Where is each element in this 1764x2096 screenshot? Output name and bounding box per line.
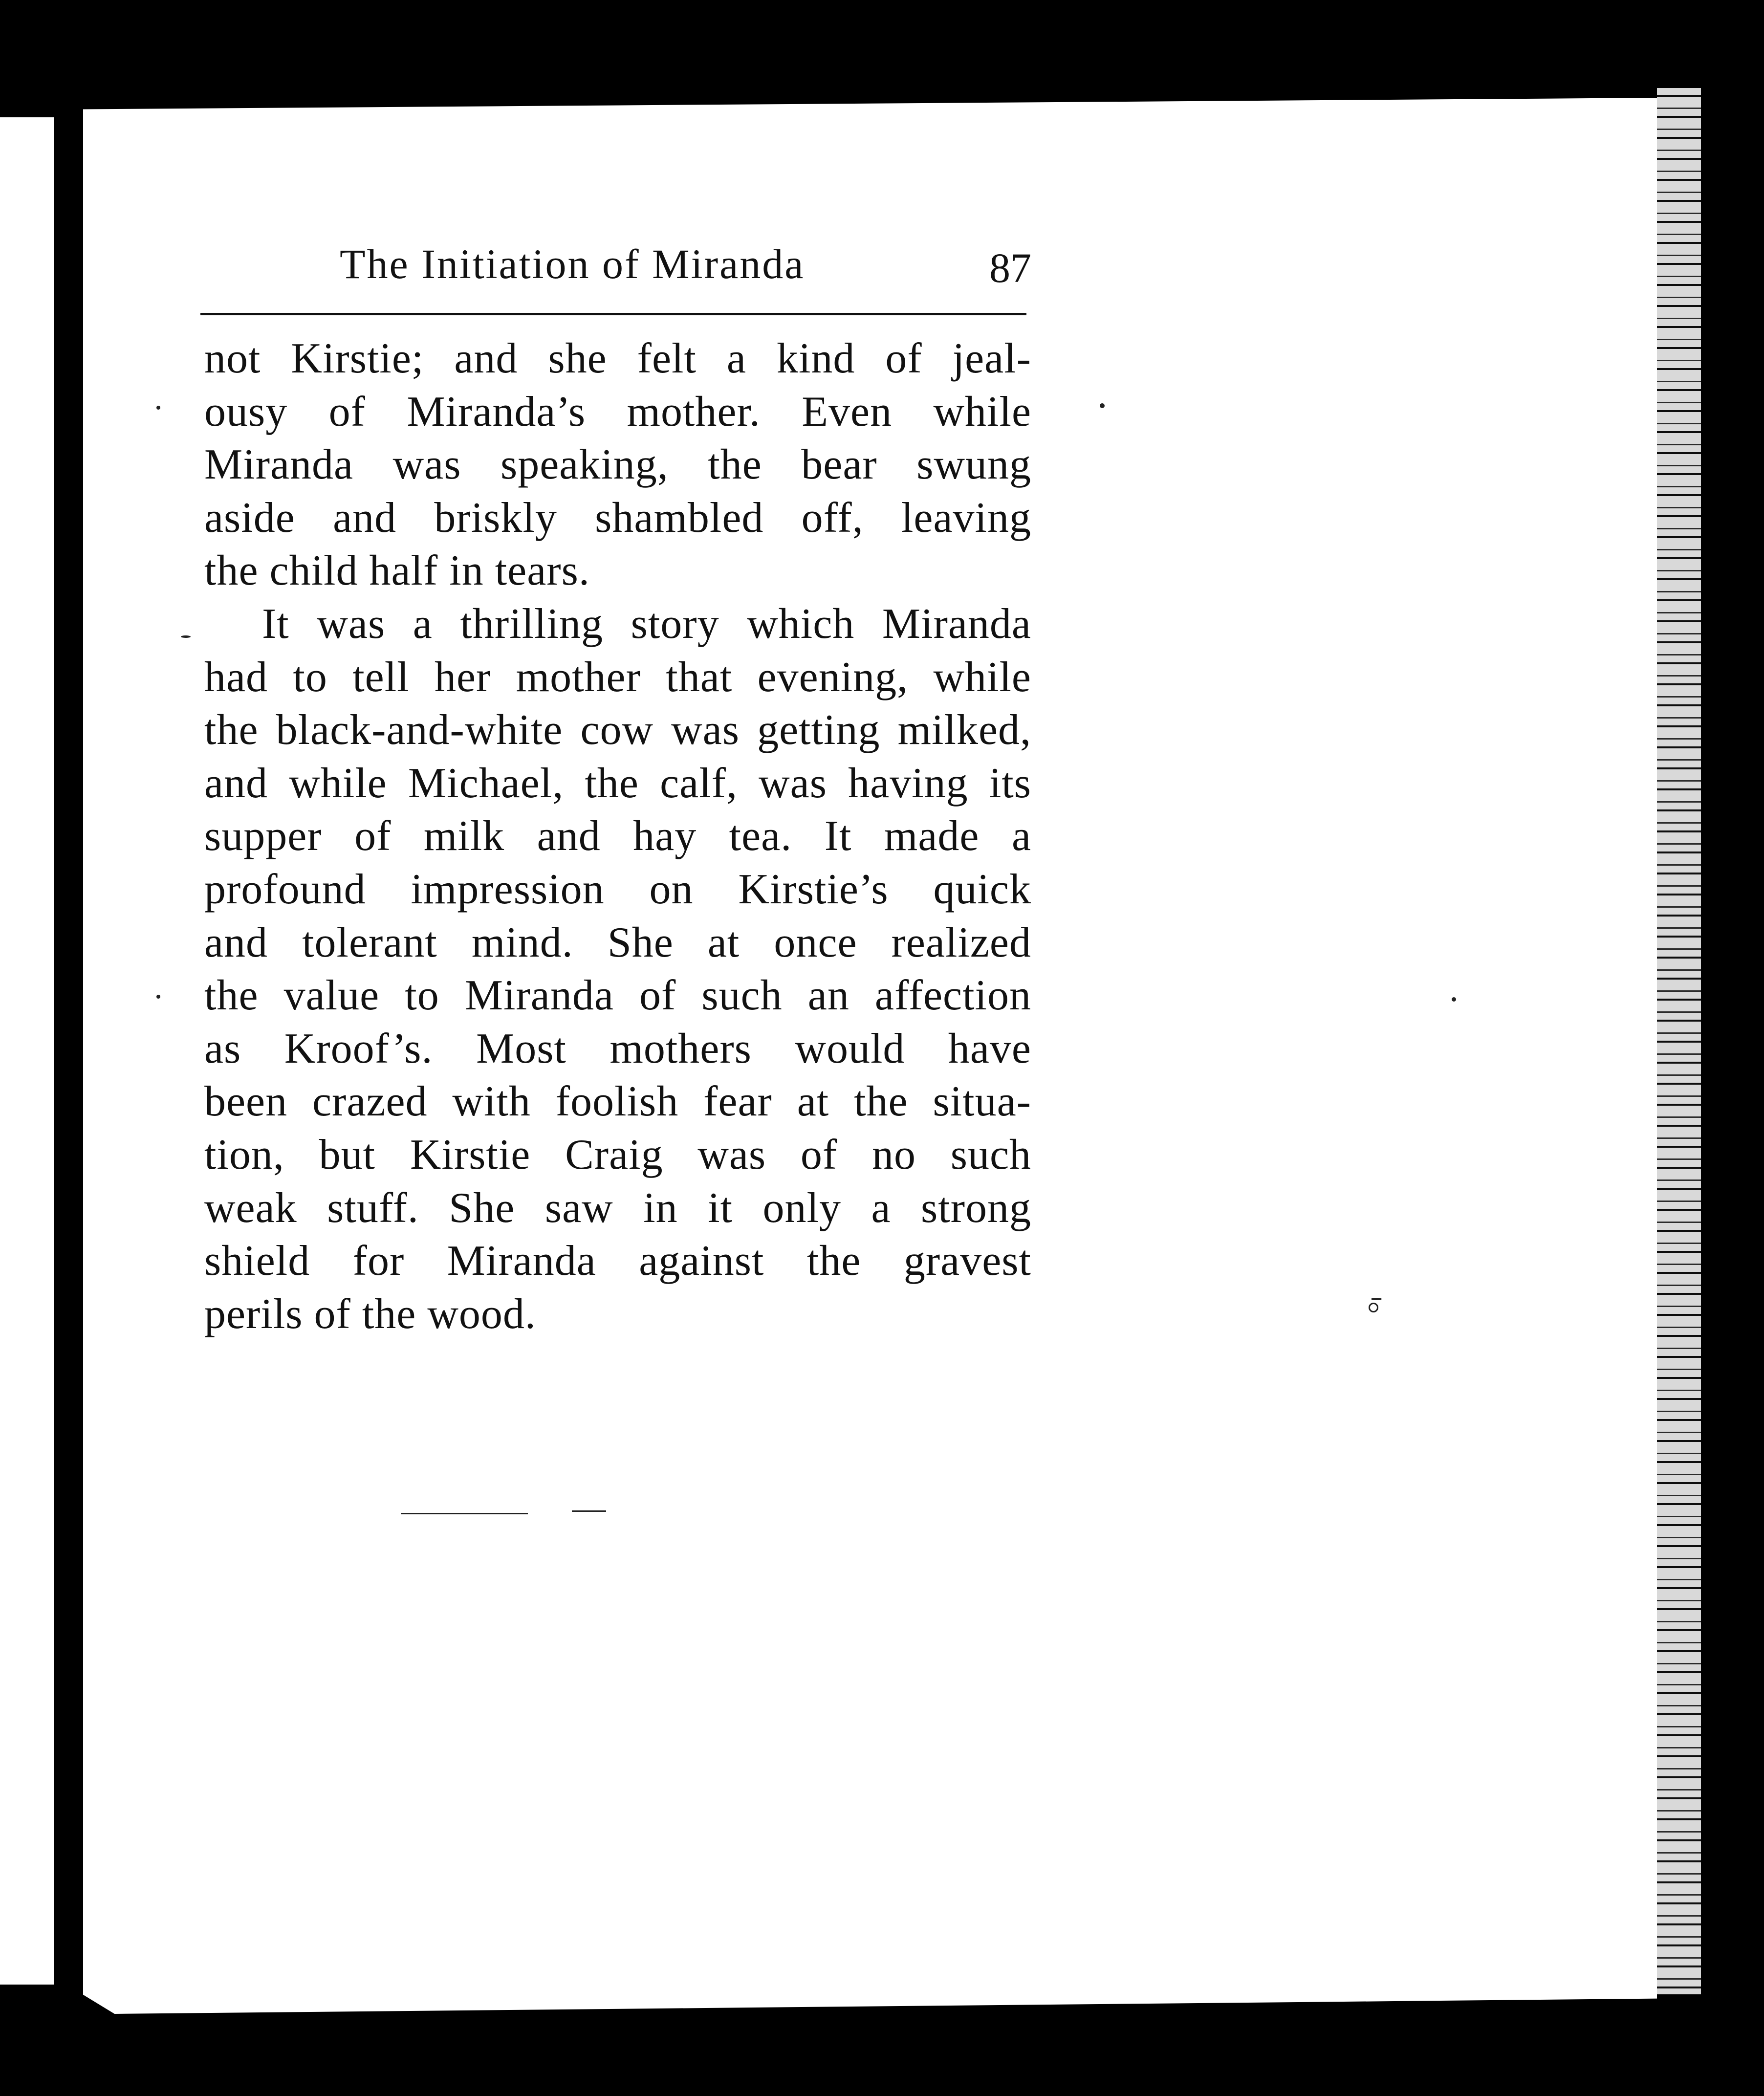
text-line: perils of the wood. <box>204 1290 536 1338</box>
text-line: and tolerant mind. She at once realized <box>204 918 1031 966</box>
text-line: and while Michael, the calf, was having its <box>204 759 1031 807</box>
text-line: the black-and-white cow was getting milked, <box>204 706 1031 754</box>
binding-shadow <box>54 117 83 1985</box>
left-page-edge <box>0 117 54 1985</box>
body-text <box>204 332 1031 1341</box>
text-line: supper of milk and hay tea. It made a <box>204 812 1031 860</box>
text-line: weak stuff. She saw in it only a strong <box>204 1184 1031 1232</box>
scan-speck <box>1452 997 1456 1002</box>
text-line: as Kroof’s. Most mothers would have <box>204 1025 1031 1072</box>
text-line: Miranda was speaking, the bear swung <box>204 441 1031 489</box>
text-line: shield for Miranda against the gravest <box>204 1237 1031 1285</box>
text-line: profound impression on Kirstie’s quick <box>204 865 1031 913</box>
scan-speck <box>156 995 160 999</box>
scan-speck <box>1369 1303 1378 1312</box>
text-line: It was a thrilling story which Miranda <box>262 600 1031 648</box>
scan-speck <box>181 635 191 638</box>
text-line: been crazed with foolish fear at the situa- <box>204 1078 1031 1126</box>
page-right-edge <box>1657 88 1701 1994</box>
text-line: the child half in tears. <box>204 547 590 595</box>
running-head-title: The Initiation of Miranda <box>340 240 805 287</box>
header-rule <box>200 313 1026 315</box>
text-line: aside and briskly shambled off, leaving <box>204 494 1031 542</box>
scan-speck <box>156 406 160 410</box>
text-line: had to tell her mother that evening, while <box>204 653 1031 701</box>
scan-speck <box>572 1510 606 1512</box>
page-number: 87 <box>989 244 1031 291</box>
running-head <box>200 240 1031 313</box>
text-line: the value to Miranda of such an affection <box>204 972 1031 1020</box>
text-line: ousy of Miranda’s mother. Even while <box>204 388 1031 436</box>
scan-speck <box>1100 403 1105 408</box>
text-line: not Kirstie; and she felt a kind of jeal- <box>204 335 1031 382</box>
scan-speck <box>1371 1298 1382 1300</box>
scan-speck <box>401 1513 528 1514</box>
text-line: tion, but Kirstie Craig was of no such <box>204 1131 1031 1179</box>
